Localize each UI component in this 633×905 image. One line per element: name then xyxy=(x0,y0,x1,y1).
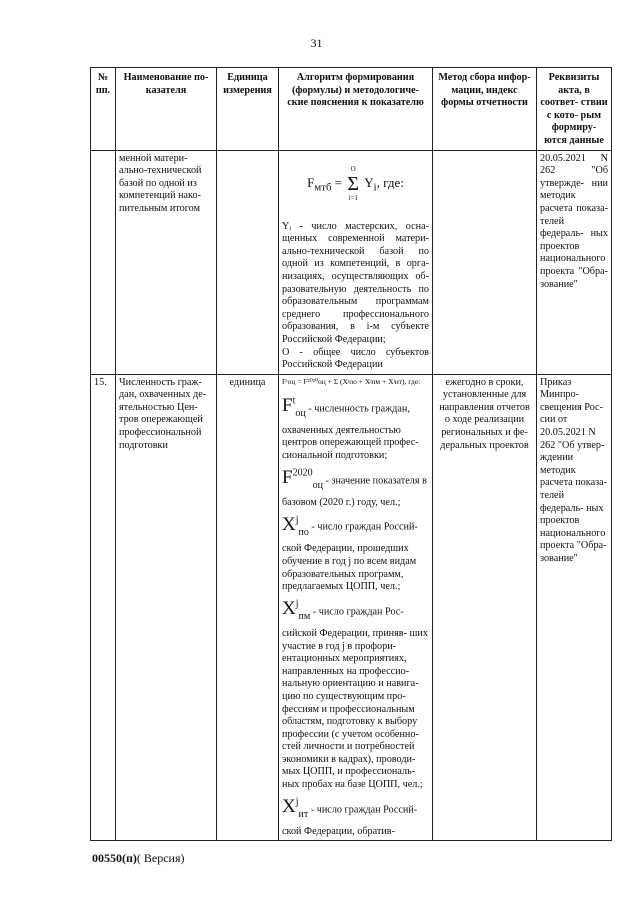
header-unit: Единица измерения xyxy=(217,68,279,151)
header-algorithm: Алгоритм формирования (формулы) и методологиче- ские пояснения к показателю xyxy=(279,68,433,151)
cell-unit xyxy=(217,150,279,374)
header-name: Наименование по- казателя xyxy=(116,68,217,151)
indicator-table xyxy=(90,67,612,841)
cell-name: менной матери- ально-технической базой по одной из компетенций нако- пительным итогом xyxy=(116,150,217,374)
formula-lhs: F xyxy=(307,174,315,190)
footer-version: ( Версия) xyxy=(136,851,185,865)
page-number: 31 xyxy=(310,36,323,50)
footer-code: 00550(п) xyxy=(92,851,137,865)
cell-unit: единица xyxy=(217,374,279,841)
term-x-it: $X^j_{ит}$ - число граждан Россий- ской Федерации, обратив- xyxy=(282,795,418,837)
table-header-row xyxy=(91,68,612,151)
cell-num xyxy=(91,150,116,374)
formula-lhs-sub: мтб xyxy=(314,181,332,194)
header-num: № пп. xyxy=(91,68,116,151)
header-requisites: Реквизиты акта, в соответ- ствии с кото- рым формиру- ются данные xyxy=(537,68,612,151)
explanation-y: Yᵢ - число мастерских, осна- щенных современной матери- ально-технической базой по одной из компетенций, в орга- низациях, осуществляющих об- разовательную деятельность по образовательным программам среднего профессионального образования, в i-м субъекте Российской Федерации; xyxy=(282,220,429,345)
term-x-po: $X^j_{по}$ - число граждан Россий- ской Федерации, прошедших обучение в год j по всем видам образовательных программ, предлагаемых ЦОПП, чел.; xyxy=(282,513,418,593)
term-f-2020: $F^{2020}_{оц}$ - значение показателя в базовом (2020 г.) году, чел.; xyxy=(282,466,427,508)
cell-requisites: Приказ Минпро- свещения Рос- сии от 20.05.2021 N 262 "Об утвер- ждении методик расчета показа- телей федераль- ных проектов национального проекта "Обра- зование" xyxy=(537,374,612,841)
cell-algorithm xyxy=(279,150,433,374)
cell-requisites: 20.05.2021 N 262 "Об утвержде- нии методик расчета показа- телей федераль- ных проектов национального проекта "Обра- зование" xyxy=(537,150,612,374)
sum-lower: i=1 xyxy=(348,193,358,202)
sum-upper: O xyxy=(350,164,356,173)
header-method: Метод сбора инфор- мации, индекс формы отчетности xyxy=(433,68,537,151)
formula-rhs-sub: i xyxy=(373,181,377,194)
table-row-15 xyxy=(91,374,612,841)
cell-method xyxy=(433,150,537,374)
formula-sum: $F_{мтб}$ = O Σ i=1 $Y_i$, где: xyxy=(307,164,404,202)
cell-name: Численность граж- дан, охваченных де- ятельностью Цен- тров опережающей профессиональной подготовки xyxy=(116,374,217,841)
cell-method: ежегодно в сроки, установленные для направления отчетов о ходе реализации региональных и фе- деральных проектов xyxy=(433,374,537,841)
term-x-pm: $X^j_{пм}$ - число граждан Рос- сийской Федерации, приняв- ших участие в год j в профори- ентационных мероприятиях, направленных на профессио- нальную ориентацию и навига- цию по существующим про- фессиям и профессиональным областям, подготовку к выбору профессии (с учетом особенно- стей личности и потребностей экономики в кадрах), проводи- мых ЦОПП, и профессиональ- ных пробах на базе ЦОПП, чел.; xyxy=(282,598,428,791)
cell-algorithm xyxy=(279,374,433,841)
sigma-icon: Σ xyxy=(347,172,359,195)
term-f-t: $F^t_{оц}$ - численность граждан, охваченных деятельностью центров опережающей профес- сиональной подготовки; xyxy=(282,395,419,461)
explanation-o: О - общее число субъектов Российской Федерации xyxy=(282,346,429,371)
footer-doc-code xyxy=(92,851,185,866)
formula-rhs: Y xyxy=(364,174,374,190)
sum-operator xyxy=(347,165,359,203)
table-row-continued xyxy=(91,150,612,374)
formula-small: Fᵗоц = F²⁰²⁰оц + Σ (Xʲпо + Xʲпм + Xʲит), где: xyxy=(282,376,421,386)
cell-num: 15. xyxy=(91,374,116,841)
formula-tail: , где: xyxy=(376,174,404,190)
